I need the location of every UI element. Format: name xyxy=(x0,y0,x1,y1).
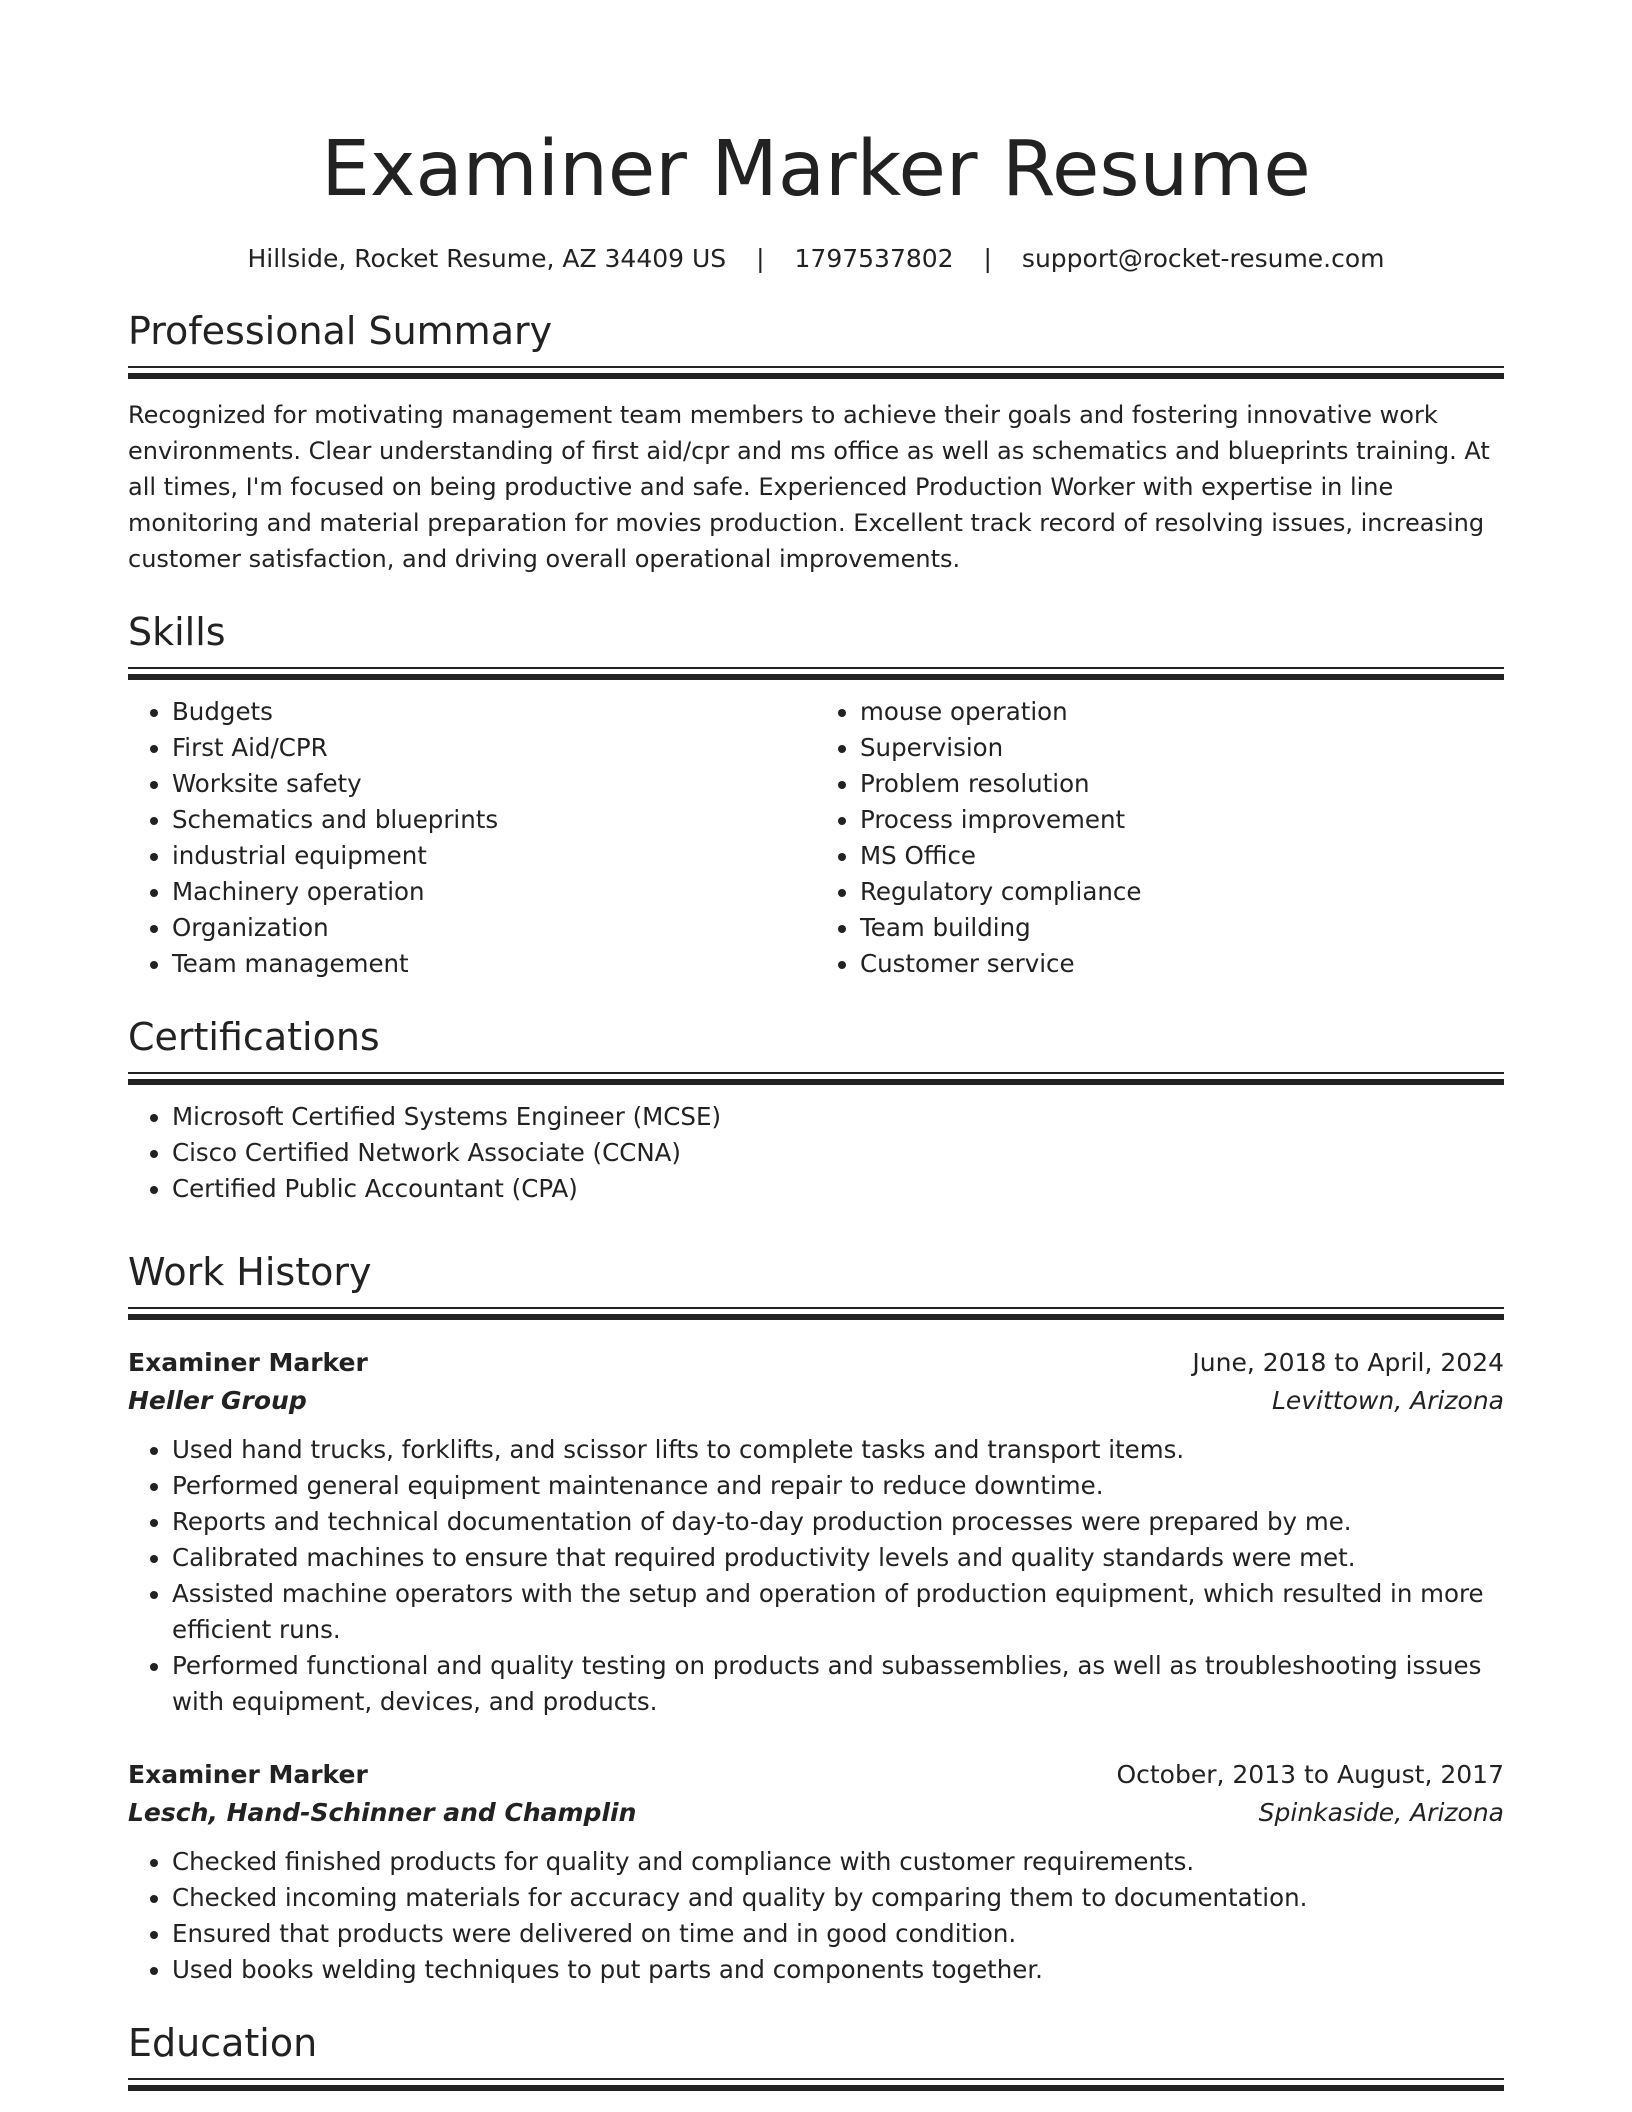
list-item: • Process improvement xyxy=(860,802,1504,838)
resume-title: Examiner Marker Resume xyxy=(321,125,1311,214)
list-item: • Machinery operation xyxy=(172,874,816,910)
email: support@rocket-resume.com xyxy=(1021,244,1385,273)
section-divider xyxy=(128,2078,1504,2091)
work-section-header xyxy=(128,1247,1504,1320)
summary-text: Recognized for motivating management team members to achieve their goals and fostering innovative work environments. Clear understanding of first aid/cpr and ms office as well as schematics and blueprints training. At all times, I'm focused on being productive and safe. Experienced Production Worker with expertise in line monitoring and material preparation for movies production. Excellent track record of resolving issues, increasing customer satisfaction, and driving overall operational improvements. xyxy=(128,401,1490,573)
list-item: • Microsoft Certified Systems Engineer (MCSE) xyxy=(172,1099,1504,1135)
list-item: • Ensured that products were delivered on time and in good condition. xyxy=(172,1916,1504,1952)
section-title: Work History xyxy=(128,1250,372,1294)
skills-column-left xyxy=(128,680,816,982)
certifications-section-header xyxy=(128,1012,1504,1085)
work-history-list xyxy=(128,1344,1504,1988)
list-item: • Used books welding techniques to put parts and components together. xyxy=(172,1952,1504,1988)
contact-separator: | xyxy=(983,244,992,273)
list-item: • Reports and technical documentation of day-to-day production processes were prepared by me. xyxy=(172,1504,1504,1540)
phone: 1797537802 xyxy=(794,244,954,273)
job-title: Examiner Marker xyxy=(128,1348,368,1377)
list-item: • Regulatory compliance xyxy=(860,874,1504,910)
list-item: • Performed general equipment maintenance and repair to reduce downtime. xyxy=(172,1468,1504,1504)
section-title: Skills xyxy=(128,610,226,654)
job-company-row xyxy=(128,1794,1504,1832)
list-item: • Assisted machine operators with the setup and operation of production equipment, which resulted in more efficient runs. xyxy=(172,1576,1504,1648)
job-title-row xyxy=(128,1344,1504,1382)
list-item: • industrial equipment xyxy=(172,838,816,874)
contact-separator: | xyxy=(756,244,765,273)
certifications-list xyxy=(128,1099,1504,1207)
contact-line xyxy=(128,242,1504,276)
list-item: • Supervision xyxy=(860,730,1504,766)
job-title-row xyxy=(128,1756,1504,1794)
skills-list xyxy=(128,694,816,982)
job-company: Heller Group xyxy=(128,1386,307,1415)
job-location: Levittown, Arizona xyxy=(1271,1386,1504,1415)
section-divider xyxy=(128,366,1504,379)
list-item: • Budgets xyxy=(172,694,816,730)
section-divider xyxy=(128,667,1504,680)
list-item: • Worksite safety xyxy=(172,766,816,802)
list-item: • Team management xyxy=(172,946,816,982)
list-item: • Customer service xyxy=(860,946,1504,982)
education-section-header xyxy=(128,2018,1504,2091)
job-location: Spinkaside, Arizona xyxy=(1258,1798,1504,1827)
list-item: • Problem resolution xyxy=(860,766,1504,802)
section-title: Certifications xyxy=(128,1015,380,1059)
job-company-row xyxy=(128,1382,1504,1420)
section-divider xyxy=(128,1307,1504,1320)
job-dates: June, 2018 to April, 2024 xyxy=(1192,1348,1504,1377)
list-item: • Schematics and blueprints xyxy=(172,802,816,838)
job-company: Lesch, Hand-Schinner and Champlin xyxy=(128,1798,637,1827)
skills-columns xyxy=(128,680,1504,982)
job-entry xyxy=(128,1756,1504,1988)
list-item: • Calibrated machines to ensure that required productivity levels and quality standards were met. xyxy=(172,1540,1504,1576)
job-entry xyxy=(128,1344,1504,1720)
list-item: • Cisco Certified Network Associate (CCNA) xyxy=(172,1135,1504,1171)
section-title: Professional Summary xyxy=(128,309,553,353)
section-title: Education xyxy=(128,2021,318,2065)
address: Hillside, Rocket Resume, AZ 34409 US xyxy=(247,244,727,273)
job-bullets xyxy=(128,1844,1504,1988)
list-item: • Team building xyxy=(860,910,1504,946)
skills-column-right xyxy=(816,680,1504,982)
list-item: • First Aid/CPR xyxy=(172,730,816,766)
list-item: • Checked finished products for quality and compliance with customer requirements. xyxy=(172,1844,1504,1880)
skills-list xyxy=(816,694,1504,982)
job-dates: October, 2013 to August, 2017 xyxy=(1116,1760,1504,1789)
skills-section-header xyxy=(128,607,1504,680)
list-item: • Checked incoming materials for accuracy and quality by comparing them to documentation. xyxy=(172,1880,1504,1916)
list-item: • MS Office xyxy=(860,838,1504,874)
summary-section-header xyxy=(128,306,1504,379)
list-item: • Performed functional and quality testing on products and subassemblies, as well as troubleshooting issues with equipment, devices, and products. xyxy=(172,1648,1504,1720)
job-title: Examiner Marker xyxy=(128,1760,368,1789)
list-item: • Certified Public Accountant (CPA) xyxy=(172,1171,1504,1207)
list-item: • Used hand trucks, forklifts, and scissor lifts to complete tasks and transport items. xyxy=(172,1432,1504,1468)
list-item: • Organization xyxy=(172,910,816,946)
job-bullets xyxy=(128,1432,1504,1720)
list-item: • mouse operation xyxy=(860,694,1504,730)
section-divider xyxy=(128,1072,1504,1085)
